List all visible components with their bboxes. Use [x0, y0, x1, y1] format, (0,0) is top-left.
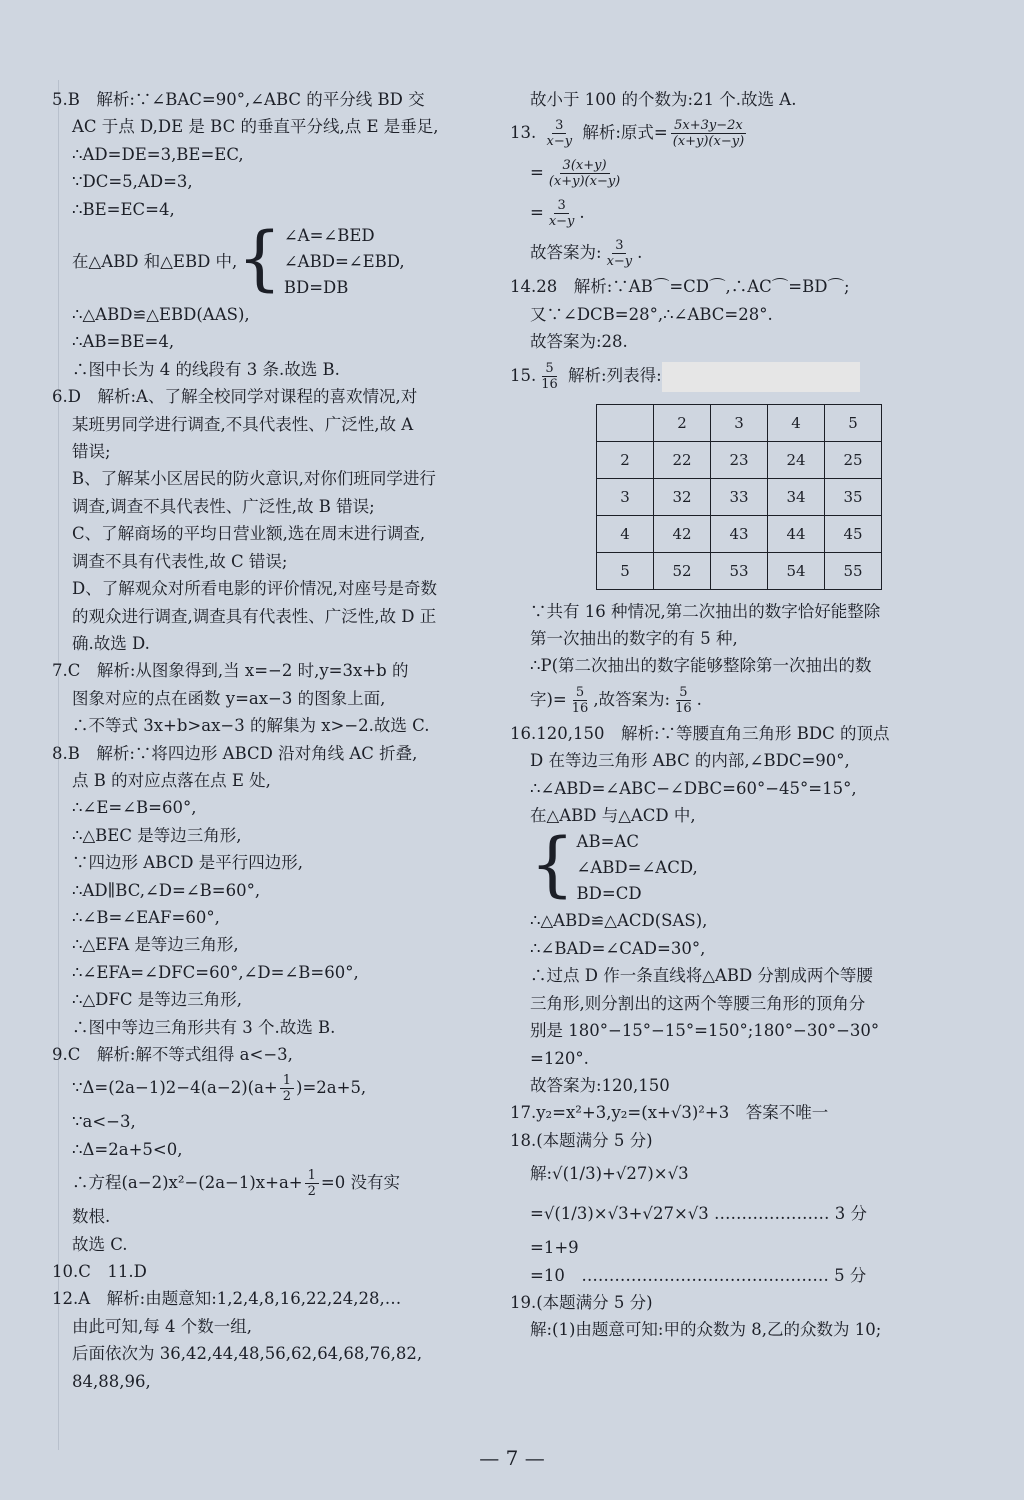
fraction-numerator: 3	[552, 118, 566, 134]
fraction-denominator: 16	[675, 700, 692, 716]
text-line: ∴△DFC 是等边三角形,	[72, 990, 242, 1010]
right-column	[510, 86, 936, 1344]
text-line: ∵DC=5,AD=3,	[72, 172, 193, 192]
brace-item: BD=DB	[283, 278, 349, 298]
solution-label: 解析:原式=	[582, 123, 668, 143]
text-line: AC 于点 D,DE 是 BC 的垂直平分线,点 E 是垂足,	[72, 117, 439, 137]
text-line: 由此可知,每 4 个数一组,	[72, 1316, 252, 1336]
brace-item: AB=AC	[576, 832, 639, 852]
table-row	[597, 404, 882, 441]
text-line	[52, 1068, 470, 1108]
text-line: ∴AB=BE=4,	[72, 332, 175, 352]
formula-pre: ∴方程(a−2)x²−(2a−1)x+a+	[72, 1173, 303, 1193]
q17-line: 17.y₂=x²+3,y₂=(x+√3)²+3 答案不唯一	[510, 1103, 829, 1123]
text-line: 故答案为: $\frac{3}{x-y}$ .	[530, 238, 643, 270]
brace-symbol: {	[237, 217, 282, 300]
text-line: ∴△ABD≌△ACD(SAS),	[530, 911, 708, 931]
text-line: 故答案为:120,150	[530, 1075, 670, 1095]
fraction-denominator: (x+y)(x−y)	[672, 134, 745, 150]
formula-post: =0 没有实	[320, 1173, 400, 1193]
table-cell: 53	[711, 552, 768, 589]
fraction	[546, 198, 578, 229]
table-cell: 2	[654, 404, 711, 441]
solution-label: 解析:列表得:	[568, 365, 662, 385]
text-line: 16.120,150 解析:∵等腰直角三角形 BDC 的顶点	[510, 723, 890, 743]
text-line: 又∵∠DCB=28°,∴∠ABC=28°.	[530, 304, 773, 324]
table-cell	[597, 404, 654, 441]
text-line: 在△ABD 与△ACD 中,	[530, 806, 696, 826]
fraction-denominator: 2	[282, 1089, 292, 1105]
table-row	[597, 441, 882, 478]
q18-block	[510, 1127, 936, 1289]
table-cell: 43	[711, 515, 768, 552]
table-cell: 3	[711, 404, 768, 441]
fraction-numerator: 5	[542, 361, 556, 377]
brace-lead: 在△ABD 和△EBD 中,	[72, 252, 238, 272]
text-line	[510, 113, 936, 153]
table-cell: 24	[768, 441, 825, 478]
question-number: 13.	[510, 123, 537, 143]
table-cell: 5	[597, 552, 654, 589]
text-line: ∴AD∥BC,∠D=∠B=60°,	[72, 880, 261, 900]
text-line: =1+9	[530, 1238, 579, 1258]
table-cell: 25	[825, 441, 882, 478]
fraction-numerator: 1	[305, 1168, 319, 1184]
text-line: ∴∠ABD=∠ABC−∠DBC=60°−45°=15°,	[530, 778, 857, 798]
table-cell: 32	[654, 478, 711, 515]
condition-brace	[510, 823, 936, 907]
text-line: ∴BE=EC=4,	[72, 199, 175, 219]
outcome-table	[596, 404, 882, 590]
text-line: ∴图中等边三角形共有 3 个.故选 B.	[72, 1017, 336, 1037]
table-row	[597, 478, 882, 515]
text-line: 调查,调查不具代表性、广泛性,故 B 错误;	[72, 496, 375, 516]
fraction-denominator: x−y	[546, 134, 573, 150]
text-line: 数根.	[72, 1207, 111, 1227]
formula-pre: 字)=	[530, 689, 567, 709]
fraction-numerator: 5	[573, 685, 587, 701]
fraction	[604, 238, 636, 269]
table-cell: 33	[711, 478, 768, 515]
q7-block	[52, 657, 470, 739]
text-line: ∵a<−3,	[72, 1112, 136, 1132]
text-line: 19.(本题满分 5 分)	[510, 1292, 653, 1312]
fraction-denominator: (x+y)(x−y)	[548, 174, 621, 190]
text-line: 的观众进行调查,调查具有代表性、广泛性,故 D 正	[72, 606, 437, 626]
text-line: 84,88,96,	[72, 1371, 151, 1391]
table-cell: 4	[768, 404, 825, 441]
table-cell: 2	[597, 441, 654, 478]
fraction	[670, 118, 747, 149]
text-line: B、了解某小区居民的防火意识,对你们班同学进行	[72, 469, 436, 489]
text-line: 图象对应的点在函数 y=ax−3 的图象上面,	[72, 688, 386, 708]
text-line: ∴△ABD≌△EBD(AAS),	[72, 305, 250, 325]
text-line: C、了解商场的平均日营业额,选在周末进行调查,	[72, 524, 426, 544]
text-line: 9.C 解析:解不等式组得 a<−3,	[52, 1045, 293, 1064]
brace-symbol: {	[530, 823, 575, 906]
table-cell: 42	[654, 515, 711, 552]
fraction-numerator: 5x+3y−2x	[671, 118, 746, 134]
table-cell: 45	[825, 515, 882, 552]
redaction-box	[662, 362, 860, 392]
text-line: ∴∠BAD=∠CAD=30°,	[530, 938, 706, 958]
fraction-numerator: 5	[676, 685, 690, 701]
text-line: ∴△EFA 是等边三角形,	[72, 935, 239, 955]
formula-post: )=2a+5,	[296, 1078, 367, 1098]
text-line: 三角形,则分割出的这两个等腰三角形的顶角分	[530, 993, 866, 1013]
formula-pre: ∵Δ=(2a−1)2−4(a−2)(a+	[72, 1078, 278, 1098]
text-line: 故小于 100 的个数为:21 个.故选 A.	[530, 90, 797, 109]
brace-item: ∠A=∠BED	[283, 226, 375, 246]
q6-block	[52, 383, 470, 657]
text-line: 7.C 解析:从图象得到,当 x=−2 时,y=3x+b 的	[52, 661, 409, 681]
text-line: = $\frac{3}{x-y}$ .	[530, 198, 585, 230]
brace-items	[577, 829, 698, 907]
q8-block	[52, 740, 470, 1041]
q13-block	[510, 113, 936, 273]
fraction-denominator: x−y	[606, 254, 633, 270]
table-row	[597, 515, 882, 552]
fraction-numerator: 3	[612, 238, 626, 254]
text-line: ∴图中长为 4 的线段有 3 条.故选 B.	[72, 359, 340, 379]
text-line: =120°.	[530, 1048, 589, 1068]
answer-fraction	[544, 118, 576, 149]
text-line: 某班男同学进行调查,不具代表性、广泛性,故 A	[72, 414, 414, 434]
text-line: ∴AD=DE=3,BE=EC,	[72, 144, 244, 164]
q5-block	[52, 86, 470, 383]
q9-block	[52, 1041, 470, 1258]
table-cell: 5	[825, 404, 882, 441]
fraction-denominator: 16	[541, 376, 558, 392]
text-line: 故选 C.	[72, 1234, 128, 1254]
fraction	[546, 158, 623, 189]
text-line: ∴△BEC 是等边三角形,	[72, 825, 242, 845]
text-line: 错误;	[72, 442, 111, 462]
brace-item: BD=CD	[576, 884, 642, 904]
table-cell: 23	[711, 441, 768, 478]
q19-block	[510, 1289, 936, 1344]
text-line: =√(1/3)×√3+√27×√3 ………………… 3 分	[530, 1204, 868, 1224]
text-line: ∴P(第二次抽出的数字能够整除第一次抽出的数	[530, 656, 872, 676]
table-cell: 55	[825, 552, 882, 589]
text-line: D、了解观众对所看电影的评价情况,对座号是奇数	[72, 579, 437, 599]
text-line: 故答案为:28.	[530, 332, 628, 352]
q10-11-line: 10.C 11.D	[52, 1262, 147, 1282]
text-line: 解:√(1/3)+√27)×√3	[530, 1164, 689, 1184]
text-line: ∴Δ=2a+5<0,	[72, 1139, 183, 1159]
fraction-numerator: 3(x+y)	[560, 158, 610, 174]
fraction	[280, 1073, 294, 1104]
text-line: 6.D 解析:A、了解全校同学对课程的喜欢情况,对	[52, 387, 418, 407]
q14-block	[510, 273, 936, 355]
formula-mid: ,故答案为:	[593, 689, 671, 709]
fraction-denominator: 16	[571, 700, 589, 716]
text-line: 14.28 解析:∵AB⌒=CD⌒,∴AC⌒=BD⌒;	[510, 277, 850, 297]
brace-items	[284, 223, 405, 301]
answer-lead: 故答案为:	[530, 243, 602, 263]
text-line: ∴∠EFA=∠DFC=60°,∠D=∠B=60°,	[72, 962, 359, 982]
text-line: 18.(本题满分 5 分)	[510, 1130, 653, 1150]
text-line: 调查不具有代表性,故 C 错误;	[72, 551, 288, 571]
table-cell: 3	[597, 478, 654, 515]
q16-block	[510, 720, 936, 1099]
text-line: =10 ……………………………………… 5 分	[530, 1265, 867, 1285]
text-line: ∴过点 D 作一条直线将△ABD 分割成两个等腰	[530, 966, 873, 986]
text-line: ∴∠E=∠B=60°,	[72, 798, 197, 818]
text-line: ∴∠B=∠EAF=60°,	[72, 907, 220, 927]
table-cell: 35	[825, 478, 882, 515]
table-cell: 22	[654, 441, 711, 478]
question-number: 15.	[510, 365, 537, 385]
fraction-denominator: x−y	[548, 214, 575, 230]
brace-item: ∠ABD=∠EBD,	[283, 252, 405, 272]
q15-block	[510, 356, 936, 720]
text-line: 解:(1)由题意可知:甲的众数为 8,乙的众数为 10;	[530, 1320, 882, 1340]
fraction	[305, 1168, 319, 1199]
fraction-numerator: 1	[280, 1073, 294, 1089]
left-column	[52, 86, 470, 1395]
table-cell: 44	[768, 515, 825, 552]
text-line	[52, 1163, 470, 1203]
text-line: ∴不等式 3x+b>ax−3 的解集为 x>−2.故选 C.	[72, 716, 430, 736]
text-line: ∵四边形 ABCD 是平行四边形,	[72, 853, 303, 873]
text-line: 后面依次为 36,42,44,48,56,62,64,68,76,82,	[72, 1344, 423, 1364]
answer-fraction	[538, 361, 561, 392]
fraction-denominator: 2	[307, 1184, 316, 1200]
brace-item: ∠ABD=∠ACD,	[576, 858, 698, 878]
fraction-numerator: 3	[554, 198, 568, 214]
fraction	[672, 685, 695, 716]
table-cell: 34	[768, 478, 825, 515]
text-line: ∵共有 16 种情况,第二次抽出的数字恰好能整除	[530, 601, 881, 621]
table-row	[597, 552, 882, 589]
text-line: 8.B 解析:∵将四边形 ABCD 沿对角线 AC 折叠,	[52, 743, 418, 763]
text-line: 别是 180°−15°−15°=150°;180°−30°−30°	[530, 1021, 880, 1041]
text-line: D 在等边三角形 ABC 的内部,∠BDC=90°,	[530, 751, 850, 771]
text-line: 确.故选 D.	[72, 633, 150, 653]
condition-brace	[52, 217, 470, 301]
text-line: 字)= $\frac{5}{16}$ ,故答案为: $\frac{5}{16}$ .	[530, 684, 702, 716]
text-line: 第一次抽出的数字的有 5 种,	[530, 629, 738, 649]
fraction	[569, 685, 592, 716]
table-cell: 4	[597, 515, 654, 552]
table-cell: 52	[654, 552, 711, 589]
table-cell: 54	[768, 552, 825, 589]
page-number: — 7 —	[479, 1446, 545, 1470]
text-line: 点 B 的对应点落在点 E 处,	[72, 770, 271, 790]
text-line: 12.A 解析:由题意知:1,2,4,8,16,22,24,28,…	[52, 1289, 402, 1309]
text-line: = $\frac{3(x+y)}{(x+y)(x-y)}$	[510, 153, 936, 193]
text-line: 5.B 解析:∵∠BAC=90°,∠ABC 的平分线 BD 交	[52, 90, 425, 109]
q12-block	[52, 1285, 470, 1395]
